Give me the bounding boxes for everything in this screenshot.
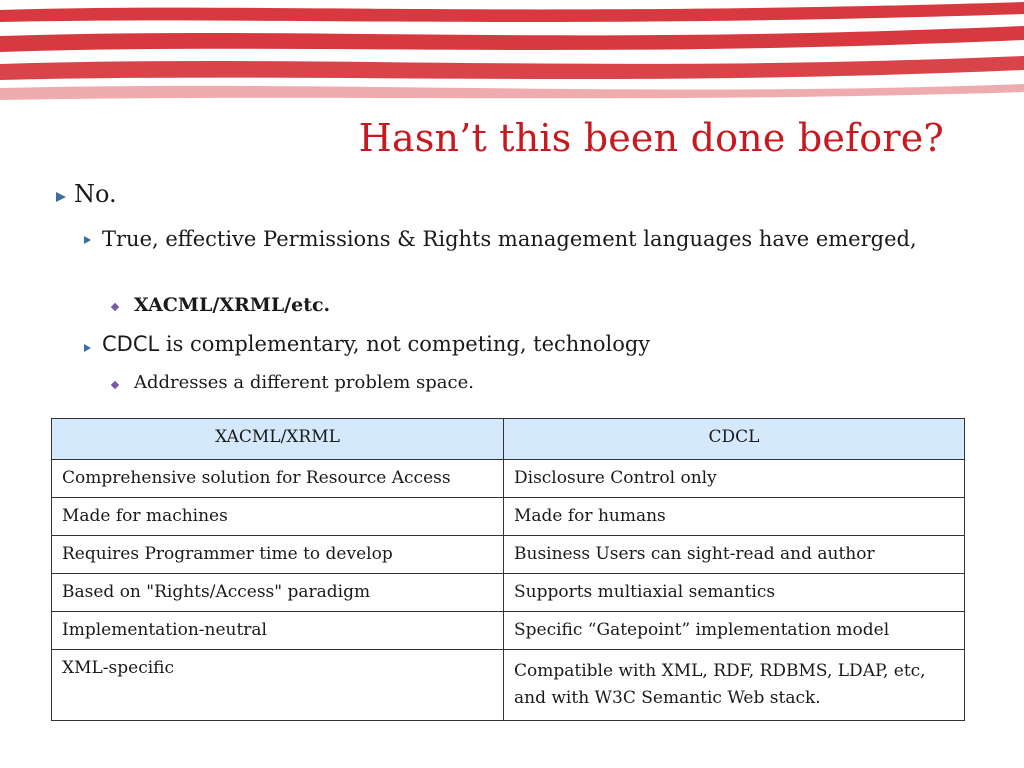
arrow-bullet-icon bbox=[56, 192, 66, 202]
table-cell: Made for humans bbox=[504, 498, 965, 536]
table-row bbox=[52, 460, 965, 498]
table-cell: Comprehensive solution for Resource Access bbox=[52, 460, 504, 498]
table-cell: XML-specific bbox=[52, 650, 504, 721]
table-cell: Based on "Rights/Access" paradigm bbox=[52, 574, 504, 612]
table-cell: Implementation-neutral bbox=[52, 612, 504, 650]
table-row bbox=[52, 574, 965, 612]
table-header-row bbox=[52, 419, 965, 460]
bullet-cdcl bbox=[84, 332, 650, 356]
table-row bbox=[52, 650, 965, 721]
bullet-text: Addresses a different problem space. bbox=[134, 372, 474, 393]
arrow-bullet-icon bbox=[84, 236, 91, 244]
slide-title: Hasn’t this been done before? bbox=[358, 116, 944, 160]
bullet-text: True, effective Permissions & Rights management languages have emerged, bbox=[102, 227, 917, 251]
arrow-bullet-icon bbox=[84, 344, 91, 352]
table-cell: Requires Programmer time to develop bbox=[52, 536, 504, 574]
column-header-xacml: XACML/XRML bbox=[52, 419, 504, 460]
bullet-text: is complementary, not competing, technology bbox=[159, 332, 651, 356]
table-cell: Compatible with XML, RDF, RDBMS, LDAP, etc, and with W3C Semantic Web stack. bbox=[504, 650, 965, 721]
bullet-text: XACML/XRML/etc. bbox=[134, 294, 331, 316]
table-cell: Disclosure Control only bbox=[504, 460, 965, 498]
cdcl-term: CDCL bbox=[102, 332, 160, 356]
table-cell: Made for machines bbox=[52, 498, 504, 536]
flag-stripes-banner bbox=[0, 0, 1024, 110]
bullet-no bbox=[56, 180, 117, 208]
table-cell: Specific “Gatepoint” implementation model bbox=[504, 612, 965, 650]
bullet-text: No. bbox=[74, 180, 117, 208]
bullet-xacml bbox=[112, 294, 330, 316]
table-cell: Business Users can sight-read and author bbox=[504, 536, 965, 574]
table-row bbox=[52, 612, 965, 650]
comparison-table bbox=[51, 418, 965, 721]
bullet-permissions bbox=[84, 224, 922, 254]
bullet-problem-space bbox=[112, 372, 474, 393]
table-cell: Supports multiaxial semantics bbox=[504, 574, 965, 612]
table-row bbox=[52, 536, 965, 574]
column-header-cdcl: CDCL bbox=[504, 419, 965, 460]
table-row bbox=[52, 498, 965, 536]
